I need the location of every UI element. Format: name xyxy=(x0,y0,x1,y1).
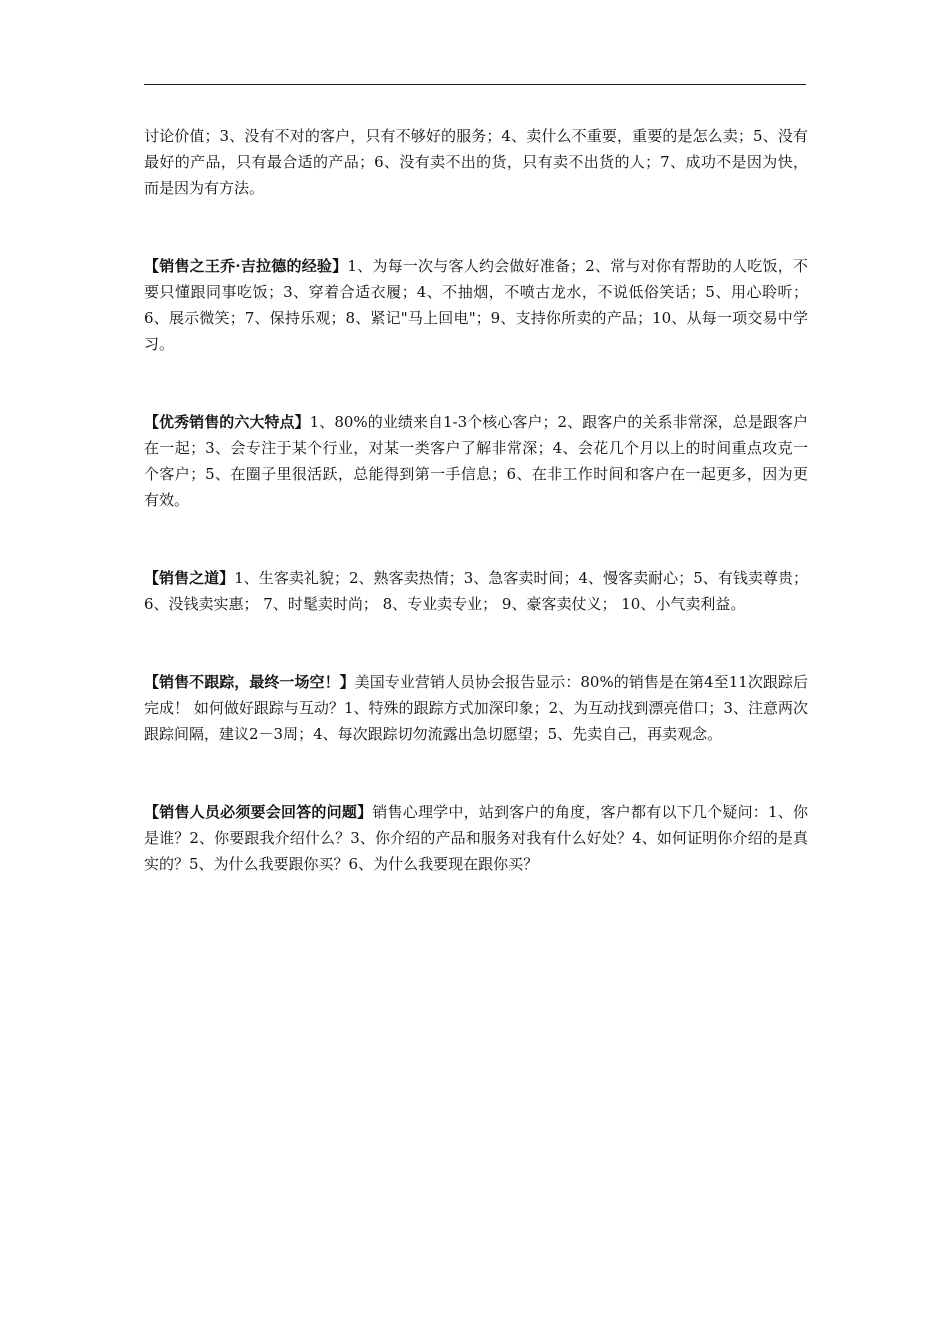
paragraph-heading: 【优秀销售的六大特点】 xyxy=(144,413,310,431)
paragraph-sales-way xyxy=(144,565,808,617)
paragraph-text: 1、为每一次与客人约会做好准备；2、常与对你有帮助的人吃饭，不要只懂跟同事吃饭；3、穿着合适衣履；4、不抽烟，不喷古龙水，不说低俗笑话；5、用心聆听；6、展示微笑；7、保持乐观；8、紧记"马上回电"；9、支持你所卖的产品；10、从每一项交易中学习。 xyxy=(144,257,808,353)
paragraph-heading: 【销售人员必须要会回答的问题】 xyxy=(144,803,373,821)
paragraph-continued-intro xyxy=(144,123,808,201)
paragraph-heading: 【销售之王乔·吉拉德的经验】 xyxy=(144,257,348,275)
paragraph-key-questions xyxy=(144,799,808,877)
paragraph-text: 讨论价值；3、没有不对的客户，只有不够好的服务；4、卖什么不重要，重要的是怎么卖；5、没有最好的产品，只有最合适的产品；6、没有卖不出的货，只有卖不出货的人；7、成功不是因为快，而是因为有方法。 xyxy=(144,127,808,197)
paragraph-text: 美国专业营销人员协会报告显示：80%的销售是在第4至11次跟踪后完成！ 如何做好跟踪与互动？1、特殊的跟踪方式加深印象；2、为互动找到漂亮借口；3、注意两次跟踪间隔，建议2－3周；4、每次跟踪切勿流露出急切愿望；5、先卖自己，再卖观念。 xyxy=(144,673,808,743)
paragraph-six-traits xyxy=(144,409,808,513)
paragraph-text: 销售心理学中，站到客户的角度，客户都有以下几个疑问：1、你是谁？2、你要跟我介绍什么？3、你介绍的产品和服务对我有什么好处？4、如何证明你介绍的是真实的？5、为什么我要跟你买？6、为什么我要现在跟你买？ xyxy=(144,803,808,873)
paragraph-text: 1、80%的业绩来自1-3个核心客户；2、跟客户的关系非常深，总是跟客户在一起；3、会专注于某个行业，对某一类客户了解非常深；4、会花几个月以上的时间重点攻克一个客户；5、在圈子里很活跃，总能得到第一手信息；6、在非工作时间和客户在一起更多，因为更有效。 xyxy=(144,413,808,509)
document-body xyxy=(144,123,808,877)
paragraph-heading: 【销售不跟踪，最终一场空！】 xyxy=(144,673,355,691)
paragraph-follow-up xyxy=(144,669,808,747)
paragraph-heading: 【销售之道】 xyxy=(144,569,235,587)
paragraph-text: 1、生客卖礼貌；2、熟客卖热情；3、急客卖时间；4、慢客卖耐心；5、有钱卖尊贵；6、没钱卖实惠； 7、时髦卖时尚； 8、专业卖专业； 9、豪客卖仗义； 10、小气卖利益。 xyxy=(144,569,808,613)
header-rule xyxy=(144,84,806,85)
paragraph-joe-girard xyxy=(144,253,808,357)
